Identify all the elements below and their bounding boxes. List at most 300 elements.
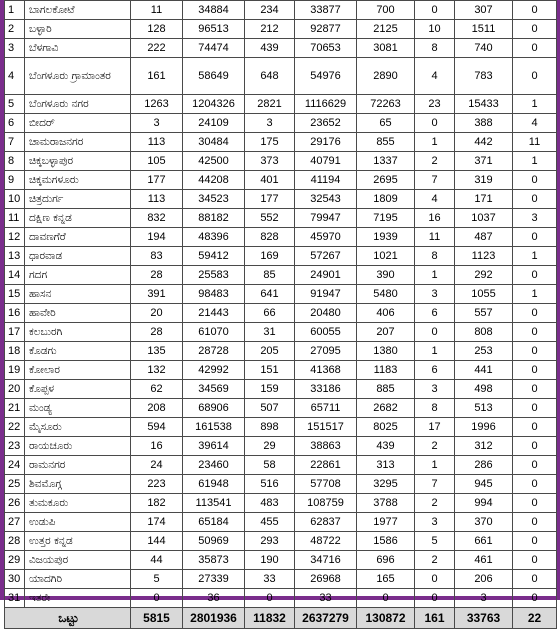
value-cell-c3: 58	[245, 456, 295, 475]
district-name-cell: ಗದಗ	[25, 266, 131, 285]
value-cell-c8: 0	[513, 228, 557, 247]
value-cell-c3: 483	[245, 494, 295, 513]
serial-number-cell: 23	[5, 437, 25, 456]
district-name-cell: ಕೊಡಗು	[25, 342, 131, 361]
total-label-cell: ಒಟ್ಟು	[5, 608, 131, 629]
serial-number-cell: 3	[5, 39, 25, 58]
value-cell-c7: 461	[455, 551, 513, 570]
value-cell-c4: 33877	[295, 1, 357, 20]
table-row	[5, 551, 557, 570]
serial-number-cell: 17	[5, 323, 25, 342]
value-cell-c8: 11	[513, 133, 557, 152]
value-cell-c7: 292	[455, 266, 513, 285]
serial-number-cell: 5	[5, 95, 25, 114]
value-cell-c8: 0	[513, 513, 557, 532]
value-cell-c4: 57708	[295, 475, 357, 494]
value-cell-c4: 41368	[295, 361, 357, 380]
value-cell-c4: 70653	[295, 39, 357, 58]
value-cell-c5: 390	[357, 266, 415, 285]
table-row	[5, 114, 557, 133]
value-cell-c3: 31	[245, 323, 295, 342]
value-cell-c5: 855	[357, 133, 415, 152]
value-cell-c8: 0	[513, 171, 557, 190]
value-cell-c1: 222	[131, 39, 183, 58]
value-cell-c6: 2	[415, 494, 455, 513]
value-cell-c6: 1	[415, 342, 455, 361]
value-cell-c7: 1037	[455, 209, 513, 228]
value-cell-c2: 65184	[183, 513, 245, 532]
value-cell-c7: 388	[455, 114, 513, 133]
value-cell-c5: 1183	[357, 361, 415, 380]
table-row	[5, 190, 557, 209]
district-name-cell: ಧಾರವಾಡ	[25, 247, 131, 266]
value-cell-c6: 8	[415, 399, 455, 418]
value-cell-c8: 3	[513, 209, 557, 228]
value-cell-c3: 516	[245, 475, 295, 494]
value-cell-c5: 3081	[357, 39, 415, 58]
value-cell-c2: 34569	[183, 380, 245, 399]
value-cell-c6: 4	[415, 58, 455, 95]
value-cell-c1: 11	[131, 1, 183, 20]
table-row	[5, 20, 557, 39]
value-cell-c7: 319	[455, 171, 513, 190]
value-cell-c5: 1809	[357, 190, 415, 209]
value-cell-c4: 33	[295, 589, 357, 608]
value-cell-c7: 1996	[455, 418, 513, 437]
value-cell-c7: 1511	[455, 20, 513, 39]
value-cell-c8: 0	[513, 418, 557, 437]
value-cell-c7: 442	[455, 133, 513, 152]
serial-number-cell: 26	[5, 494, 25, 513]
value-cell-c4: 40791	[295, 152, 357, 171]
value-cell-c1: 174	[131, 513, 183, 532]
district-name-cell: ಕಲಬುರಗಿ	[25, 323, 131, 342]
value-cell-c7: 15433	[455, 95, 513, 114]
serial-number-cell: 28	[5, 532, 25, 551]
district-cases-table	[4, 0, 557, 629]
value-cell-c8: 0	[513, 570, 557, 589]
value-cell-c8: 0	[513, 323, 557, 342]
serial-number-cell: 21	[5, 399, 25, 418]
total-value-cell-c8: 22	[513, 608, 557, 629]
value-cell-c6: 10	[415, 20, 455, 39]
table-row	[5, 570, 557, 589]
value-cell-c2: 50969	[183, 532, 245, 551]
value-cell-c4: 54976	[295, 58, 357, 95]
value-cell-c5: 1977	[357, 513, 415, 532]
value-cell-c1: 223	[131, 475, 183, 494]
serial-number-cell: 16	[5, 304, 25, 323]
value-cell-c7: 1055	[455, 285, 513, 304]
value-cell-c2: 1204326	[183, 95, 245, 114]
value-cell-c7: 253	[455, 342, 513, 361]
value-cell-c4: 79947	[295, 209, 357, 228]
value-cell-c3: 151	[245, 361, 295, 380]
serial-number-cell: 2	[5, 20, 25, 39]
table-body	[5, 1, 557, 629]
value-cell-c8: 0	[513, 399, 557, 418]
value-cell-c1: 24	[131, 456, 183, 475]
value-cell-c2: 27339	[183, 570, 245, 589]
value-cell-c8: 0	[513, 20, 557, 39]
table-row	[5, 285, 557, 304]
value-cell-c4: 57267	[295, 247, 357, 266]
serial-number-cell: 12	[5, 228, 25, 247]
value-cell-c6: 16	[415, 209, 455, 228]
value-cell-c2: 61070	[183, 323, 245, 342]
value-cell-c2: 59412	[183, 247, 245, 266]
district-name-cell: ದಕ್ಷಿಣ ಕನ್ನಡ	[25, 209, 131, 228]
value-cell-c4: 32543	[295, 190, 357, 209]
value-cell-c1: 144	[131, 532, 183, 551]
total-value-cell-c6: 161	[415, 608, 455, 629]
value-cell-c5: 3788	[357, 494, 415, 513]
total-value-cell-c1: 5815	[131, 608, 183, 629]
serial-number-cell: 10	[5, 190, 25, 209]
value-cell-c3: 85	[245, 266, 295, 285]
table-row	[5, 133, 557, 152]
value-cell-c8: 0	[513, 39, 557, 58]
value-cell-c7: 206	[455, 570, 513, 589]
value-cell-c8: 0	[513, 456, 557, 475]
serial-number-cell: 9	[5, 171, 25, 190]
value-cell-c5: 2682	[357, 399, 415, 418]
value-cell-c2: 113541	[183, 494, 245, 513]
value-cell-c2: 42500	[183, 152, 245, 171]
table-row	[5, 361, 557, 380]
total-row	[5, 608, 557, 629]
value-cell-c3: 66	[245, 304, 295, 323]
serial-number-cell: 31	[5, 589, 25, 608]
value-cell-c7: 994	[455, 494, 513, 513]
table-row	[5, 228, 557, 247]
value-cell-c6: 2	[415, 551, 455, 570]
value-cell-c8: 0	[513, 551, 557, 570]
value-cell-c3: 401	[245, 171, 295, 190]
value-cell-c1: 105	[131, 152, 183, 171]
district-name-cell: ಇತರೇ	[25, 589, 131, 608]
total-value-cell-c2: 2801936	[183, 608, 245, 629]
value-cell-c4: 22861	[295, 456, 357, 475]
value-cell-c6: 6	[415, 304, 455, 323]
district-name-cell: ಚಾಮರಾಜನಗರ	[25, 133, 131, 152]
value-cell-c6: 4	[415, 190, 455, 209]
table-row	[5, 399, 557, 418]
value-cell-c7: 1123	[455, 247, 513, 266]
value-cell-c6: 3	[415, 285, 455, 304]
value-cell-c1: 44	[131, 551, 183, 570]
serial-number-cell: 1	[5, 1, 25, 20]
value-cell-c8: 0	[513, 494, 557, 513]
value-cell-c6: 17	[415, 418, 455, 437]
value-cell-c3: 455	[245, 513, 295, 532]
value-cell-c4: 20480	[295, 304, 357, 323]
value-cell-c3: 828	[245, 228, 295, 247]
value-cell-c1: 5	[131, 570, 183, 589]
table-row	[5, 209, 557, 228]
table-row	[5, 437, 557, 456]
value-cell-c8: 0	[513, 475, 557, 494]
value-cell-c7: 487	[455, 228, 513, 247]
serial-number-cell: 18	[5, 342, 25, 361]
district-name-cell: ರಾಮನಗರ	[25, 456, 131, 475]
district-name-cell: ಮಂಡ್ಯ	[25, 399, 131, 418]
value-cell-c5: 3295	[357, 475, 415, 494]
value-cell-c3: 293	[245, 532, 295, 551]
value-cell-c7: 513	[455, 399, 513, 418]
value-cell-c5: 0	[357, 589, 415, 608]
value-cell-c1: 62	[131, 380, 183, 399]
serial-number-cell: 8	[5, 152, 25, 171]
table-row	[5, 95, 557, 114]
value-cell-c2: 42992	[183, 361, 245, 380]
value-cell-c6: 3	[415, 513, 455, 532]
value-cell-c5: 7195	[357, 209, 415, 228]
value-cell-c2: 74474	[183, 39, 245, 58]
value-cell-c4: 65711	[295, 399, 357, 418]
value-cell-c2: 61948	[183, 475, 245, 494]
district-name-cell: ಬೀದರ್	[25, 114, 131, 133]
value-cell-c2: 28728	[183, 342, 245, 361]
value-cell-c2: 25583	[183, 266, 245, 285]
district-name-cell: ಬೆಂಗಳೂರು ಗ್ರಾಮಾಂತರ	[25, 58, 131, 95]
total-value-cell-c4: 2637279	[295, 608, 357, 629]
table-row	[5, 304, 557, 323]
table-row	[5, 532, 557, 551]
value-cell-c2: 24109	[183, 114, 245, 133]
value-cell-c3: 29	[245, 437, 295, 456]
value-cell-c3: 234	[245, 1, 295, 20]
value-cell-c3: 212	[245, 20, 295, 39]
district-name-cell: ಬೆಳಗಾವಿ	[25, 39, 131, 58]
value-cell-c4: 1116629	[295, 95, 357, 114]
value-cell-c7: 312	[455, 437, 513, 456]
value-cell-c3: 205	[245, 342, 295, 361]
value-cell-c6: 0	[415, 323, 455, 342]
value-cell-c1: 177	[131, 171, 183, 190]
value-cell-c6: 1	[415, 266, 455, 285]
value-cell-c4: 41194	[295, 171, 357, 190]
district-name-cell: ಯಾದಗಿರಿ	[25, 570, 131, 589]
district-name-cell: ಉತ್ತರ ಕನ್ನಡ	[25, 532, 131, 551]
value-cell-c3: 507	[245, 399, 295, 418]
value-cell-c1: 3	[131, 114, 183, 133]
district-name-cell: ಚಿಕ್ಕಮಗಳೂರು	[25, 171, 131, 190]
value-cell-c6: 1	[415, 456, 455, 475]
district-name-cell: ಹಾಸನ	[25, 285, 131, 304]
value-cell-c5: 2125	[357, 20, 415, 39]
value-cell-c2: 36	[183, 589, 245, 608]
value-cell-c2: 96513	[183, 20, 245, 39]
value-cell-c6: 2	[415, 152, 455, 171]
table-row	[5, 380, 557, 399]
value-cell-c5: 1337	[357, 152, 415, 171]
value-cell-c8: 0	[513, 380, 557, 399]
serial-number-cell: 22	[5, 418, 25, 437]
value-cell-c5: 1939	[357, 228, 415, 247]
value-cell-c5: 65	[357, 114, 415, 133]
serial-number-cell: 20	[5, 380, 25, 399]
table-row	[5, 456, 557, 475]
district-name-cell: ಮೈಸೂರು	[25, 418, 131, 437]
value-cell-c8: 4	[513, 114, 557, 133]
value-cell-c2: 34884	[183, 1, 245, 20]
value-cell-c1: 832	[131, 209, 183, 228]
district-name-cell: ಚಿತ್ರದುರ್ಗ	[25, 190, 131, 209]
value-cell-c5: 406	[357, 304, 415, 323]
value-cell-c5: 165	[357, 570, 415, 589]
value-cell-c1: 0	[131, 589, 183, 608]
value-cell-c7: 740	[455, 39, 513, 58]
serial-number-cell: 30	[5, 570, 25, 589]
total-value-cell-c7: 33763	[455, 608, 513, 629]
value-cell-c6: 7	[415, 475, 455, 494]
serial-number-cell: 29	[5, 551, 25, 570]
value-cell-c1: 128	[131, 20, 183, 39]
value-cell-c4: 24901	[295, 266, 357, 285]
value-cell-c7: 171	[455, 190, 513, 209]
value-cell-c7: 441	[455, 361, 513, 380]
value-cell-c8: 0	[513, 437, 557, 456]
value-cell-c4: 29176	[295, 133, 357, 152]
value-cell-c4: 34716	[295, 551, 357, 570]
value-cell-c8: 0	[513, 589, 557, 608]
district-name-cell: ಬಾಗಲಕೋಟೆ	[25, 1, 131, 20]
value-cell-c6: 3	[415, 380, 455, 399]
value-cell-c6: 8	[415, 39, 455, 58]
value-cell-c4: 38863	[295, 437, 357, 456]
value-cell-c7: 370	[455, 513, 513, 532]
value-cell-c5: 72263	[357, 95, 415, 114]
district-name-cell: ವಿಜಯಪುರ	[25, 551, 131, 570]
value-cell-c2: 58649	[183, 58, 245, 95]
value-cell-c4: 33186	[295, 380, 357, 399]
district-name-cell: ಶಿವಮೊಗ್ಗ	[25, 475, 131, 494]
value-cell-c5: 1586	[357, 532, 415, 551]
value-cell-c6: 0	[415, 589, 455, 608]
value-cell-c1: 161	[131, 58, 183, 95]
serial-number-cell: 11	[5, 209, 25, 228]
serial-number-cell: 15	[5, 285, 25, 304]
district-name-cell: ಕೋಲಾರ	[25, 361, 131, 380]
value-cell-c4: 151517	[295, 418, 357, 437]
total-value-cell-c5: 130872	[357, 608, 415, 629]
value-cell-c4: 91947	[295, 285, 357, 304]
value-cell-c3: 2821	[245, 95, 295, 114]
table-row	[5, 266, 557, 285]
value-cell-c5: 1021	[357, 247, 415, 266]
value-cell-c4: 92877	[295, 20, 357, 39]
value-cell-c2: 21443	[183, 304, 245, 323]
value-cell-c1: 132	[131, 361, 183, 380]
value-cell-c1: 391	[131, 285, 183, 304]
value-cell-c8: 1	[513, 152, 557, 171]
value-cell-c1: 113	[131, 190, 183, 209]
value-cell-c1: 113	[131, 133, 183, 152]
value-cell-c2: 34523	[183, 190, 245, 209]
value-cell-c2: 68906	[183, 399, 245, 418]
value-cell-c3: 33	[245, 570, 295, 589]
value-cell-c3: 3	[245, 114, 295, 133]
value-cell-c4: 108759	[295, 494, 357, 513]
value-cell-c8: 0	[513, 532, 557, 551]
value-cell-c3: 0	[245, 589, 295, 608]
value-cell-c8: 1	[513, 285, 557, 304]
value-cell-c5: 207	[357, 323, 415, 342]
value-cell-c4: 26968	[295, 570, 357, 589]
value-cell-c6: 8	[415, 247, 455, 266]
value-cell-c5: 2695	[357, 171, 415, 190]
value-cell-c5: 1380	[357, 342, 415, 361]
serial-number-cell: 7	[5, 133, 25, 152]
value-cell-c3: 439	[245, 39, 295, 58]
value-cell-c3: 898	[245, 418, 295, 437]
value-cell-c1: 28	[131, 266, 183, 285]
district-name-cell: ಚಿಕ್ಕಬಳ್ಳಾಪುರ	[25, 152, 131, 171]
value-cell-c6: 0	[415, 114, 455, 133]
value-cell-c1: 135	[131, 342, 183, 361]
table-row	[5, 39, 557, 58]
district-name-cell: ತುಮಕೂರು	[25, 494, 131, 513]
value-cell-c1: 20	[131, 304, 183, 323]
table-row	[5, 171, 557, 190]
value-cell-c5: 885	[357, 380, 415, 399]
value-cell-c6: 6	[415, 361, 455, 380]
value-cell-c6: 1	[415, 133, 455, 152]
value-cell-c3: 159	[245, 380, 295, 399]
value-cell-c4: 23652	[295, 114, 357, 133]
value-cell-c1: 594	[131, 418, 183, 437]
serial-number-cell: 25	[5, 475, 25, 494]
value-cell-c5: 5480	[357, 285, 415, 304]
value-cell-c6: 0	[415, 1, 455, 20]
value-cell-c7: 286	[455, 456, 513, 475]
value-cell-c6: 7	[415, 171, 455, 190]
value-cell-c1: 208	[131, 399, 183, 418]
table-row	[5, 475, 557, 494]
serial-number-cell: 13	[5, 247, 25, 266]
serial-number-cell: 4	[5, 58, 25, 95]
value-cell-c2: 23460	[183, 456, 245, 475]
value-cell-c1: 182	[131, 494, 183, 513]
value-cell-c4: 60055	[295, 323, 357, 342]
serial-number-cell: 24	[5, 456, 25, 475]
value-cell-c7: 3	[455, 589, 513, 608]
value-cell-c7: 557	[455, 304, 513, 323]
table-row	[5, 589, 557, 608]
value-cell-c6: 0	[415, 570, 455, 589]
total-value-cell-c3: 11832	[245, 608, 295, 629]
value-cell-c2: 39614	[183, 437, 245, 456]
table-row	[5, 152, 557, 171]
value-cell-c3: 190	[245, 551, 295, 570]
value-cell-c3: 373	[245, 152, 295, 171]
table-row	[5, 513, 557, 532]
value-cell-c7: 945	[455, 475, 513, 494]
district-name-cell: ಉಡುಪಿ	[25, 513, 131, 532]
value-cell-c2: 48396	[183, 228, 245, 247]
value-cell-c2: 44208	[183, 171, 245, 190]
table-row	[5, 418, 557, 437]
value-cell-c2: 88182	[183, 209, 245, 228]
value-cell-c6: 11	[415, 228, 455, 247]
value-cell-c1: 1263	[131, 95, 183, 114]
value-cell-c8: 0	[513, 1, 557, 20]
serial-number-cell: 14	[5, 266, 25, 285]
value-cell-c3: 177	[245, 190, 295, 209]
table-row	[5, 494, 557, 513]
value-cell-c1: 194	[131, 228, 183, 247]
